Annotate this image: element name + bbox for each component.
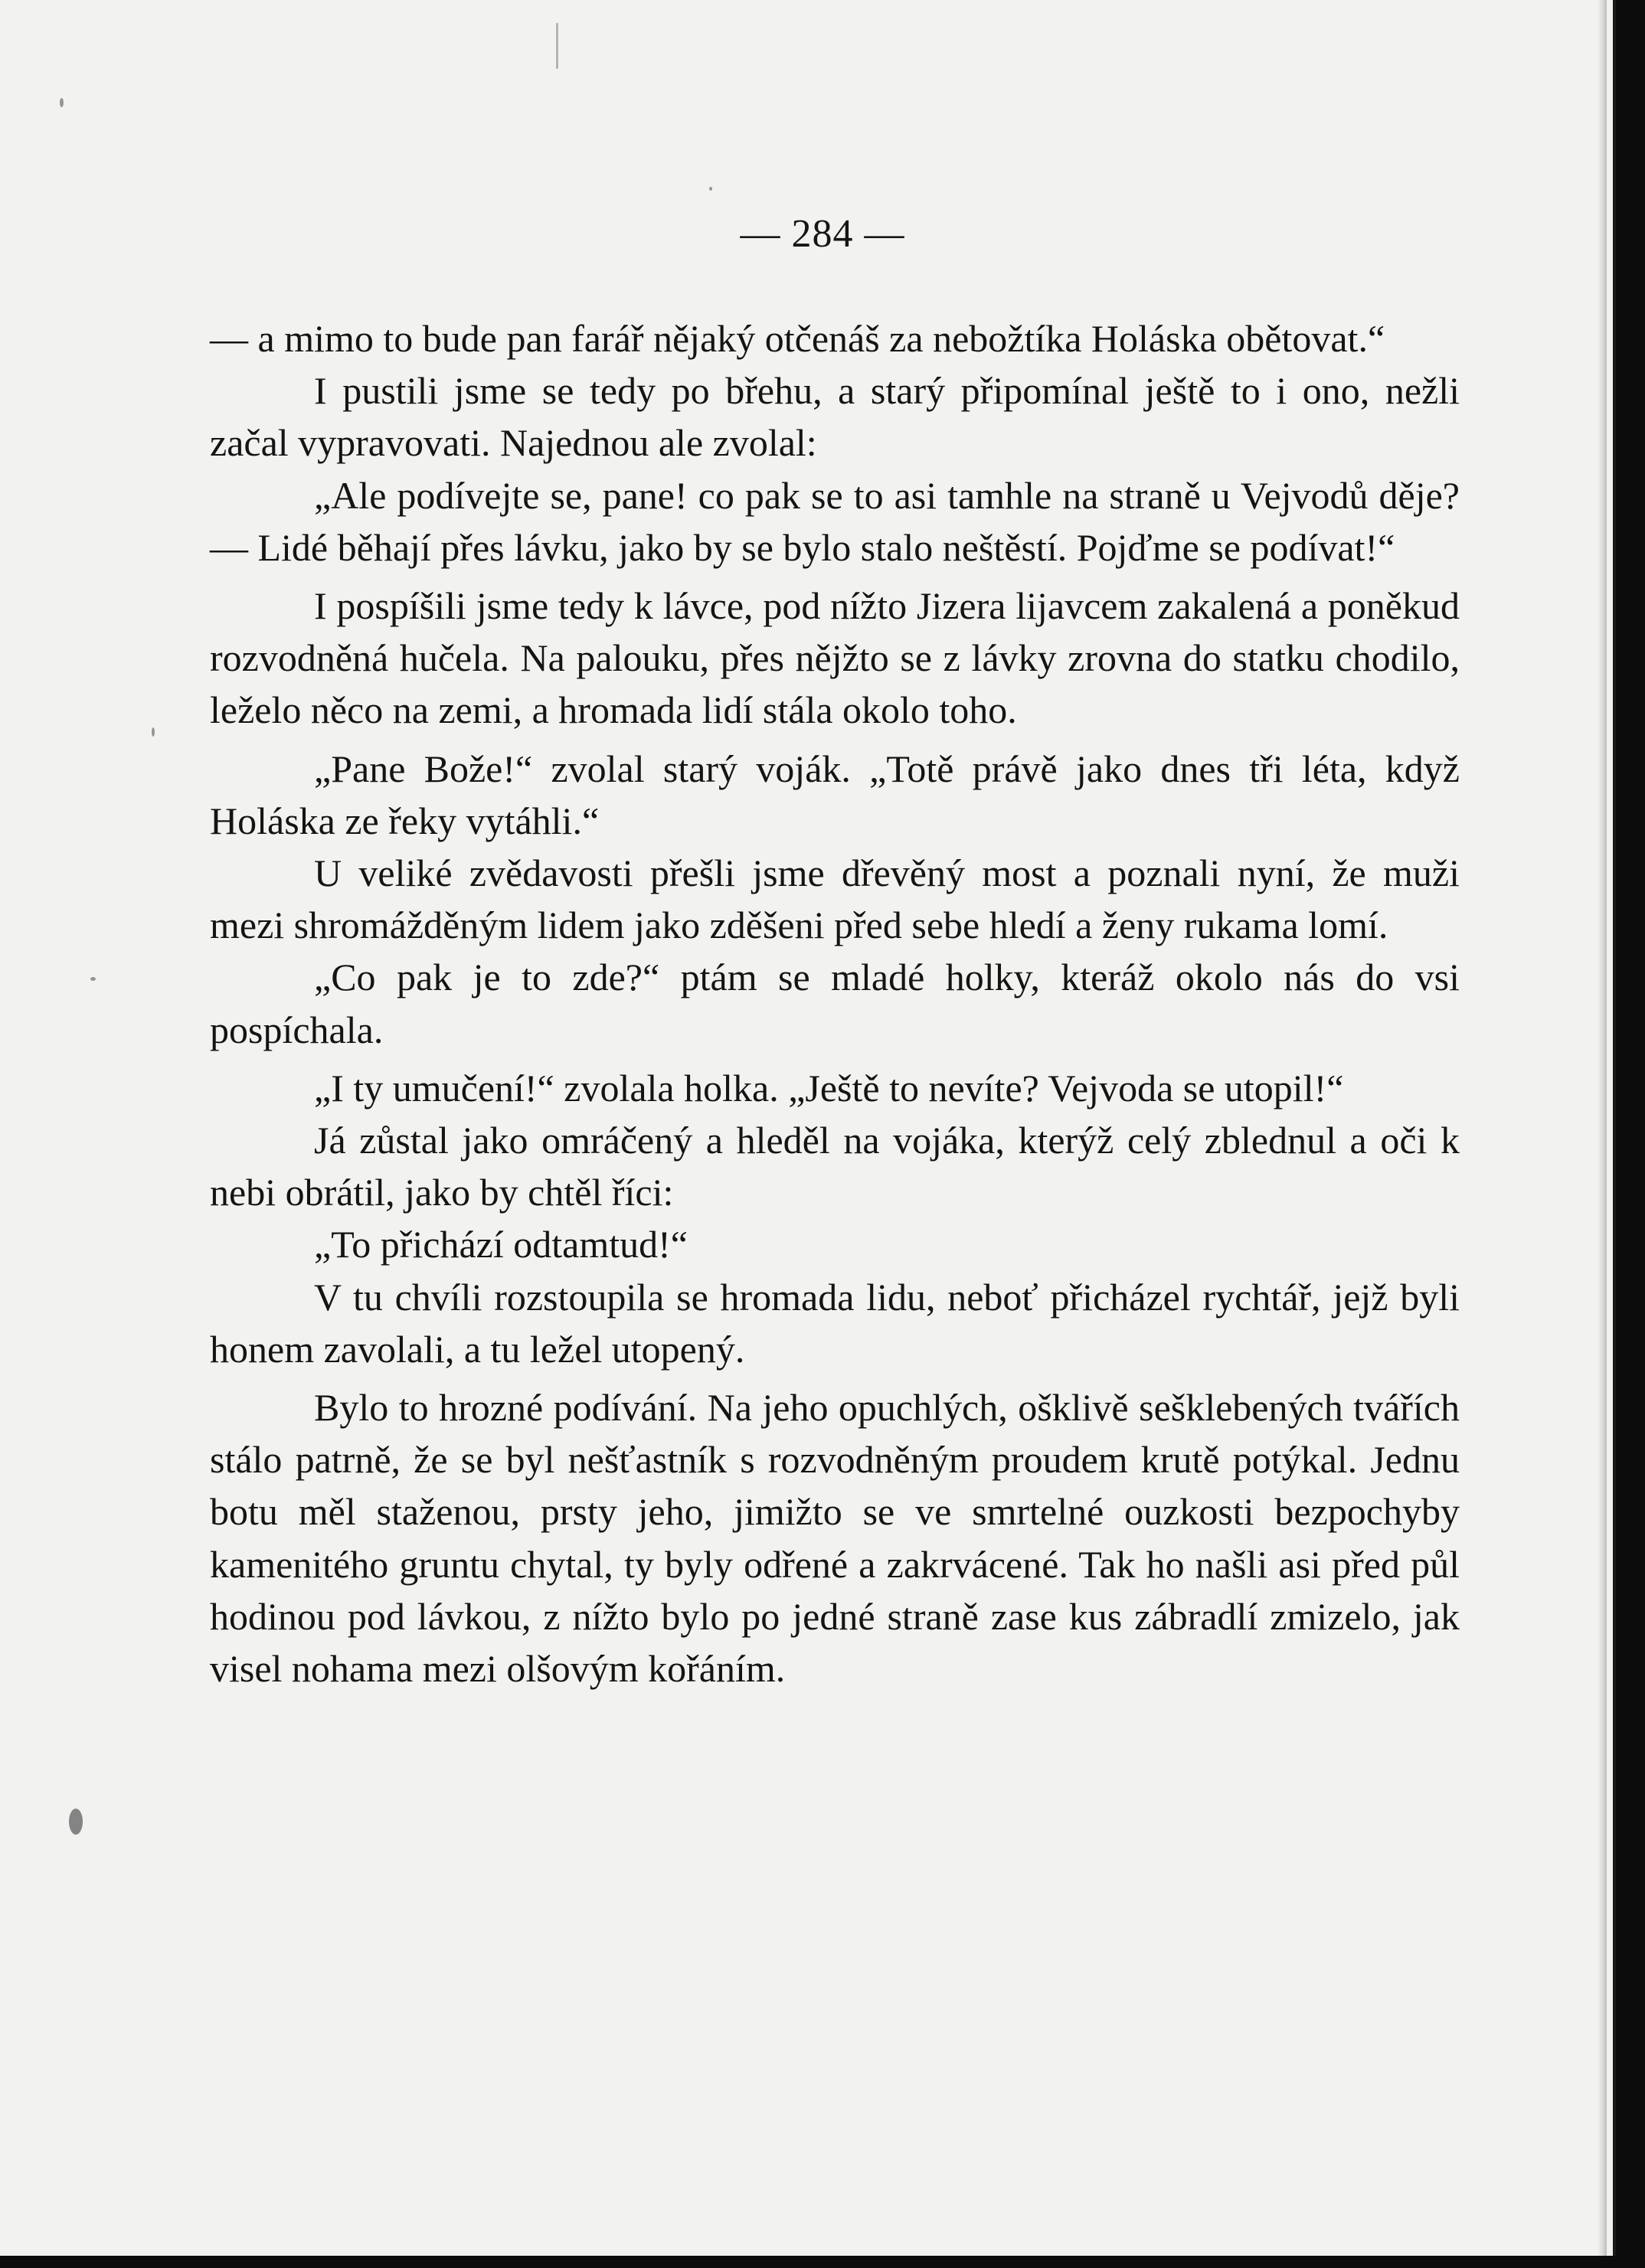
paragraph: „To přichází odtamtud!“ bbox=[314, 1223, 688, 1266]
paragraph: „Ale podívejte se, pane! co pak se to asi tamhle na straně u Vejvodů děje? — Lidé běhají přes lávku, jako by se bylo stalo neštěstí. Pojďme se podívat!“ bbox=[210, 473, 1460, 569]
scan-speck bbox=[152, 727, 155, 737]
paragraph: — a mimo to bude pan farář nějaký otčenáš za nebožtíka Holáska obětovat.“ bbox=[210, 317, 1385, 360]
scan-speck bbox=[556, 23, 558, 69]
paragraph: U veliké zvědavosti přešli jsme dřevěný most a poznali nyní, že muži mezi shromážděným lidem jako zděšeni před sebe hledí a ženy rukama lomí. bbox=[210, 851, 1460, 947]
scan-speck bbox=[709, 187, 712, 191]
scan-edge-bottom bbox=[0, 2256, 1645, 2268]
scan-speck bbox=[69, 1809, 83, 1835]
paragraph: „I ty umučení!“ zvolala holka. „Ještě to nevíte? Vejvoda se utopil!“ bbox=[314, 1066, 1344, 1109]
paragraph: V tu chvíli rozstoupila se hromada lidu, neboť přicházel rychtář, jejž byli honem zavolali, a tu ležel utopený. bbox=[210, 1275, 1460, 1371]
paragraph: „Pane Bože!“ zvolal starý voják. „Totě právě jako dnes tři léta, když Holáska ze řeky vytáhli.“ bbox=[210, 747, 1460, 842]
paragraph: „Co pak je to zde?“ ptám se mladé holky, kteráž okolo nás do vsi pospíchala. bbox=[210, 956, 1460, 1051]
scan-speck bbox=[60, 98, 64, 107]
page-number: — 284 — bbox=[740, 212, 905, 256]
body-text bbox=[210, 312, 1460, 1694]
paragraph: I pustili jsme se tedy po břehu, a starý připomínal ještě to i ono, nežli začal vypravovati. Najednou ale zvolal: bbox=[210, 369, 1460, 465]
paragraph: Bylo to hrozné podívání. Na jeho opuchlých, ošklivě sešklebených tvářích stálo patrně, že se byl nešťastník s rozvodněným proudem krutě potýkal. Jednu botu měl staženou, prsty jeho, jimižto se ve smrtelné ouzkosti bezpochyby kamenitého gruntu chytal, ty byly odřené a zakrvácené. Tak ho našli asi před půl hodinou pod lávkou, z nížto bylo po jedné straně zase kus zábradlí zmizelo, jak visel nohama mezi olšovým kořáním. bbox=[210, 1386, 1460, 1691]
paragraph: Já zůstal jako omráčený a hleděl na vojáka, kterýž celý zblednul a oči k nebi obrátil, jako by chtěl říci: bbox=[210, 1119, 1460, 1214]
paragraph: I pospíšili jsme tedy k lávce, pod nížto Jizera lijavcem zakalená a poněkud rozvodněná hučela. Na palouku, přes nějžto se z lávky zrovna do statku chodilo, leželo něco na zemi, a hromada lidí stála okolo toho. bbox=[210, 584, 1460, 732]
scan-edge-right bbox=[1598, 0, 1607, 2256]
scan-speck bbox=[90, 977, 96, 981]
